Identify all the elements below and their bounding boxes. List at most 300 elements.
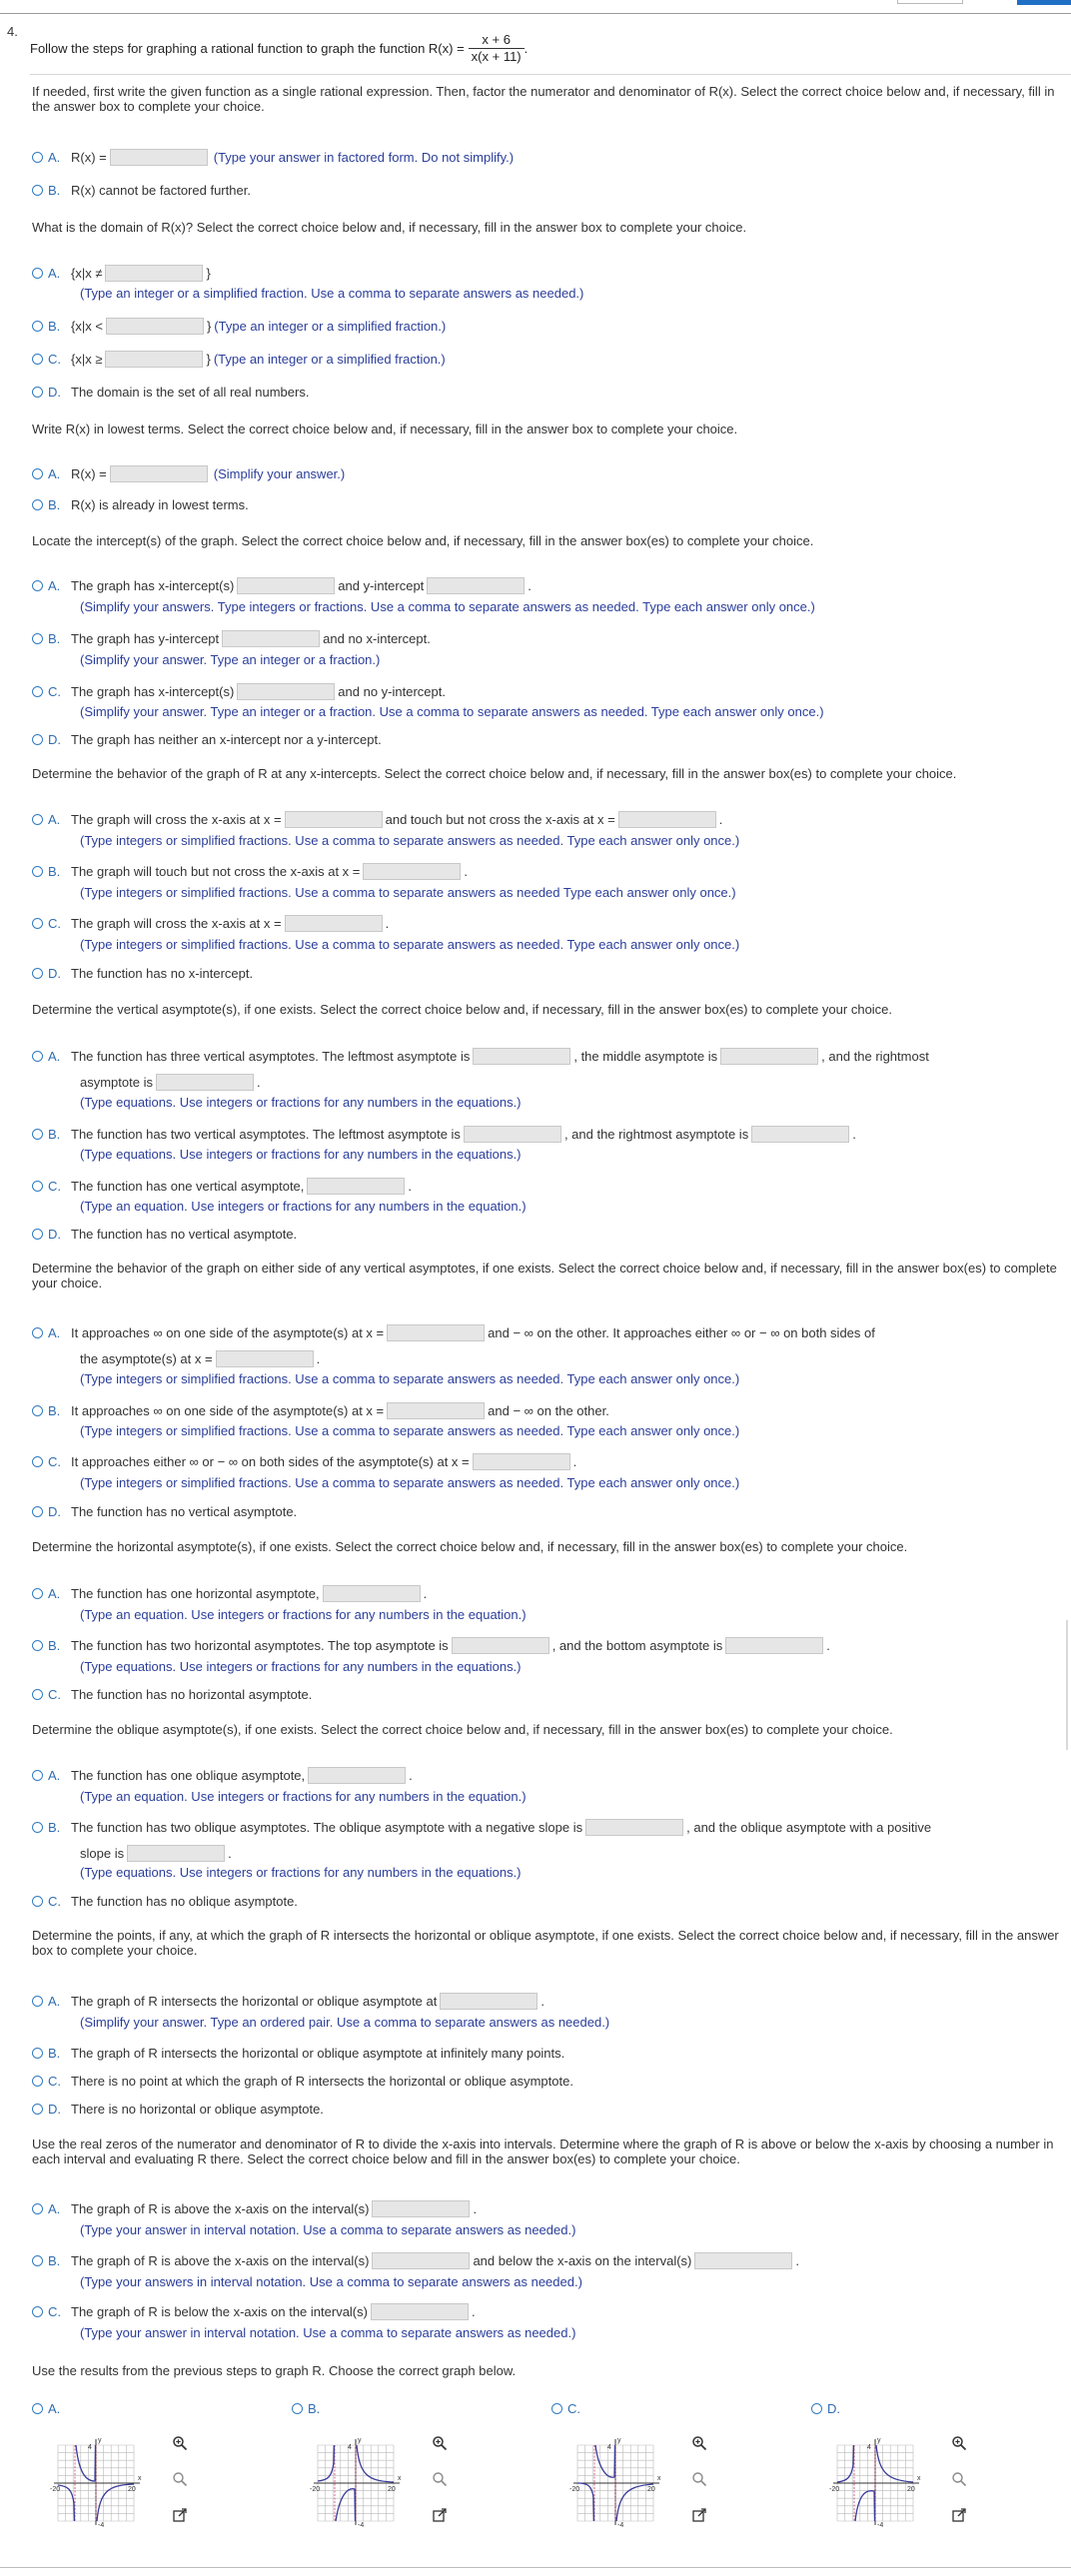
function-curve — [357, 2445, 394, 2482]
step-2-option-c[interactable] — [32, 349, 446, 369]
step-9-instructions: Determine the oblique asymptote(s), if one exists. Select the correct choice below and, if necessary, fill in the answer box(es) to complete your choice. — [32, 1722, 893, 1737]
external-link-icon[interactable] — [432, 2507, 448, 2523]
graph-c-plot — [567, 2433, 667, 2533]
option-letter: C. — [567, 2401, 580, 2416]
option-text: R(x) is already in lowest terms. — [71, 496, 249, 512]
graph-b[interactable] — [308, 2433, 408, 2533]
answer-input[interactable] — [473, 1453, 570, 1470]
option-hint: (Type an equation. Use integers or fractions for any numbers in the equation.) — [80, 1789, 527, 1804]
option-text: and no x-intercept. — [323, 630, 431, 646]
radio-button[interactable] — [32, 2104, 43, 2115]
function-curve — [876, 2445, 913, 2482]
step-10-option-b[interactable] — [32, 2043, 564, 2063]
answer-input[interactable] — [156, 1074, 254, 1091]
option-text: and no y-intercept. — [338, 683, 446, 699]
radio-button[interactable] — [551, 2403, 562, 2414]
answer-input[interactable] — [237, 683, 335, 700]
step-6-option-a[interactable] — [32, 1046, 929, 1066]
zoom-in-icon[interactable] — [432, 2435, 448, 2451]
step-1-option-b[interactable] — [32, 180, 251, 200]
option-hint: (Type integers or simplified fractions. Use a comma to separate answers as needed. Type each answer only once.) — [80, 833, 740, 848]
answer-input[interactable] — [106, 318, 204, 335]
tick-label: 4 — [607, 2444, 611, 2451]
graph-a[interactable] — [48, 2433, 148, 2533]
answer-input[interactable] — [387, 1324, 485, 1341]
option-letter: A. — [48, 577, 61, 593]
option-letter: A. — [48, 149, 61, 165]
option-text: It approaches either ∞ or − ∞ on both sides of the asymptote(s) at x = — [71, 1453, 470, 1469]
option-letter: A. — [48, 2200, 61, 2216]
step-7-option-d[interactable] — [32, 1501, 297, 1521]
radio-button[interactable] — [32, 2255, 43, 2266]
tick-label: -4 — [877, 2522, 884, 2529]
step-5-instructions: Determine the behavior of the graph of R at any x-intercepts. Select the correct choice below and, if necessary, fill in the answer box(es) to complete your choice. — [32, 766, 957, 781]
option-text: It approaches ∞ on one side of the asymptote(s) at x = — [71, 1324, 385, 1340]
radio-button[interactable] — [32, 2306, 43, 2317]
option-text: } — [206, 265, 211, 281]
option-letter: A. — [48, 2401, 61, 2416]
option-letter: B. — [48, 1402, 61, 1418]
step-8-option-b[interactable] — [32, 1635, 830, 1655]
radio-button[interactable] — [32, 268, 43, 279]
option-text: The graph has x-intercept(s) — [71, 577, 235, 593]
option-text: } — [206, 351, 211, 367]
option-continuation — [80, 1072, 261, 1092]
option-hint: (Type integers or simplified fractions. Use a comma to separate answers as needed. Type each answer only once.) — [80, 1371, 740, 1386]
graph-d[interactable] — [827, 2433, 927, 2533]
option-hint: (Type your answer in interval notation. Use a comma to separate answers as needed.) — [80, 2222, 576, 2237]
option-hint: (Type integers or simplified fractions. Use a comma to separate answers as needed. Type each answer only once.) — [80, 937, 740, 952]
option-text: The graph of R is above the x-axis on the interval(s) — [71, 2252, 370, 2268]
radio-button[interactable] — [32, 1689, 43, 1700]
step-9-option-a[interactable] — [32, 1765, 413, 1785]
radio-button[interactable] — [32, 354, 43, 365]
option-text: The function has no oblique asymptote. — [71, 1893, 298, 1909]
option-text: . — [572, 1453, 577, 1469]
option-text: , and the rightmost — [821, 1048, 929, 1064]
answer-input[interactable] — [720, 1048, 818, 1065]
step-5-option-d[interactable] — [32, 963, 253, 983]
radio-button[interactable] — [32, 633, 43, 644]
radio-button[interactable] — [32, 321, 43, 332]
option-letter: B. — [48, 2045, 61, 2061]
radio-button[interactable] — [32, 468, 43, 479]
option-text: R(x) = — [71, 149, 107, 165]
period: . — [524, 40, 529, 56]
option-text: . — [826, 1637, 830, 1653]
option-letter: C. — [48, 2303, 61, 2319]
option-hint: (Type equations. Use integers or fractions for any numbers in the equations.) — [80, 1865, 522, 1880]
bottom-divider — [0, 2567, 1071, 2568]
step-11-instructions: Use the real zeros of the numerator and denominator of R to divide the x-axis into intervals. Determine where the graph of R is above or below the x-axis by choosing a number in each interval and evaluating R there. Select the correct choice below and fill in the answer box(es) to complete your choice. — [32, 2137, 1054, 2166]
option-text: The graph has x-intercept(s) — [71, 683, 235, 699]
option-hint: (Simplify your answer. Type an ordered pair. Use a comma to separate answers as needed.) — [80, 2015, 610, 2030]
graph-d-plot — [827, 2433, 927, 2533]
option-letter: D. — [48, 1503, 61, 1519]
option-text: . — [423, 1585, 428, 1601]
option-hint: (Type equations. Use integers or fractions for any numbers in the equations.) — [80, 1659, 522, 1674]
answer-input[interactable] — [387, 1402, 485, 1419]
option-text: There is no horizontal or oblique asymptote. — [71, 2101, 324, 2117]
radio-button[interactable] — [32, 918, 43, 929]
tick-label: -4 — [617, 2522, 624, 2529]
step-4-option-c[interactable] — [32, 681, 446, 701]
step-1-instructions: If needed, first write the given function as a single rational expression. Then, factor the numerator and denominator of R(x). Select the correct choice below and, if necessary, fill in the answer box to complete your choice. — [32, 84, 1055, 114]
option-hint: (Type an integer or a simplified fraction.) — [214, 318, 447, 334]
option-text: {x|x ≠ — [71, 265, 103, 281]
option-letter: B. — [48, 1637, 61, 1653]
answer-input[interactable] — [473, 1048, 570, 1065]
radio-button[interactable] — [32, 387, 43, 398]
option-letter: C. — [48, 1893, 61, 1909]
option-text: The graph has y-intercept — [71, 630, 220, 646]
option-letter: A. — [48, 465, 61, 481]
radio-button[interactable] — [32, 2048, 43, 2059]
radio-button[interactable] — [32, 1640, 43, 1651]
radio-button[interactable] — [32, 1051, 43, 1062]
radio-button[interactable] — [32, 152, 43, 163]
question-number: 4. — [7, 24, 18, 39]
answer-input[interactable] — [363, 863, 461, 880]
axis-label-y: y — [98, 2437, 102, 2444]
radio-button[interactable] — [32, 2076, 43, 2087]
option-text: . — [718, 811, 723, 827]
option-text: It approaches ∞ on one side of the asymptote(s) at x = — [71, 1402, 385, 1418]
step-7-option-a[interactable] — [32, 1322, 875, 1342]
answer-input[interactable] — [285, 811, 383, 828]
option-text: The graph of R intersects the horizontal or oblique asymptote at — [71, 1993, 438, 2009]
answer-input[interactable] — [464, 1126, 561, 1143]
radio-button[interactable] — [32, 1229, 43, 1240]
option-text: . — [540, 1993, 544, 2009]
fraction-numerator: x + 6 — [482, 31, 511, 47]
step-4-option-d[interactable] — [32, 729, 382, 749]
radio-button[interactable] — [32, 1506, 43, 1517]
external-link-icon[interactable] — [691, 2507, 707, 2523]
tick-label: 20 — [647, 2486, 655, 2493]
radio-button[interactable] — [32, 1181, 43, 1192]
option-text: . — [471, 2303, 476, 2319]
zoom-in-icon[interactable] — [691, 2435, 707, 2451]
option-text: The function has three vertical asymptotes. The leftmost asymptote is — [71, 1048, 471, 1064]
radio-button[interactable] — [32, 1770, 43, 1781]
radio-button[interactable] — [32, 1996, 43, 2007]
option-text: } — [206, 318, 212, 334]
option-letter: A. — [48, 1767, 61, 1783]
external-link-icon[interactable] — [951, 2507, 967, 2523]
answer-input[interactable] — [372, 2252, 470, 2269]
option-letter: A. — [48, 1048, 61, 1064]
option-text: , and the rightmost asymptote is — [563, 1126, 749, 1142]
radio-button[interactable] — [32, 1129, 43, 1140]
function-curve — [336, 2489, 356, 2521]
option-letter: B. — [48, 496, 61, 512]
step-3-option-b[interactable] — [32, 494, 249, 514]
radio-button[interactable] — [32, 866, 43, 877]
zoom-out-icon[interactable] — [951, 2471, 967, 2487]
question-prompt: Follow the steps for graphing a rational function to graph the function R(x) = — [30, 40, 465, 56]
option-text: . — [473, 2200, 478, 2216]
header-divider — [30, 74, 1071, 75]
option-letter: B. — [308, 2401, 321, 2416]
axis-label-y: y — [617, 2437, 621, 2444]
step-7-option-b[interactable] — [32, 1400, 609, 1420]
option-letter: C. — [48, 915, 61, 931]
option-letter: D. — [827, 2401, 840, 2416]
radio-button[interactable] — [32, 734, 43, 745]
step-6-instructions: Determine the vertical asymptote(s), if one exists. Select the correct choice below and, if necessary, fill in the answer box(es) to complete your choice. — [32, 1002, 893, 1017]
step-10-option-d[interactable] — [32, 2099, 324, 2119]
option-text: The domain is the set of all real numbers. — [71, 384, 310, 400]
function-curve — [595, 2445, 615, 2477]
option-letter: C. — [48, 683, 61, 699]
graph-option-c[interactable] — [551, 2401, 590, 2416]
axis-label-y: y — [877, 2437, 881, 2444]
option-letter: C. — [48, 1686, 61, 1702]
step-9-option-c[interactable] — [32, 1891, 298, 1911]
question-header — [30, 22, 528, 74]
answer-input[interactable] — [105, 265, 203, 282]
option-hint: (Simplify your answer. Type an integer or a fraction. Use a comma to separate answers as needed. Type each answer only once.) — [80, 704, 824, 719]
external-link-icon[interactable] — [172, 2507, 188, 2523]
step-2-instructions: What is the domain of R(x)? Select the correct choice below and, if necessary, fill in the answer box to complete your choice. — [32, 220, 747, 235]
step-2-option-a[interactable] — [32, 263, 211, 283]
option-continuation — [80, 1348, 320, 1368]
zoom-in-icon[interactable] — [172, 2435, 188, 2451]
step-3-option-a[interactable] — [32, 463, 345, 483]
option-text: , and the oblique asymptote with a positive — [686, 1819, 932, 1835]
tick-label: 4 — [867, 2444, 871, 2451]
answer-input[interactable] — [618, 811, 716, 828]
option-letter: B. — [48, 1126, 61, 1142]
option-text: the asymptote(s) at x = — [80, 1350, 213, 1366]
zoom-out-icon[interactable] — [691, 2471, 707, 2487]
step-8-option-c[interactable] — [32, 1684, 312, 1704]
radio-button[interactable] — [32, 1896, 43, 1907]
option-text: The function has one vertical asymptote, — [71, 1178, 305, 1194]
option-letter: B. — [48, 2252, 61, 2268]
toolbar-button-outline[interactable] — [897, 0, 963, 4]
option-text: The function has two oblique asymptotes. The oblique asymptote with a negative slope is — [71, 1819, 583, 1835]
step-11-option-a[interactable] — [32, 2198, 477, 2218]
radio-button[interactable] — [811, 2403, 822, 2414]
tick-label: 20 — [128, 2486, 136, 2493]
option-hint: (Type integers or simplified fractions. Use a comma to separate answers as needed Type each answer only once.) — [80, 885, 736, 900]
option-text: . — [409, 1767, 413, 1783]
step-6-option-b[interactable] — [32, 1124, 856, 1144]
option-text: The function has no vertical asymptote. — [71, 1226, 298, 1242]
option-letter: D. — [48, 731, 61, 747]
option-hint: (Type your answer in interval notation. Use a comma to separate answers as needed.) — [80, 2325, 576, 2340]
step-8-option-a[interactable] — [32, 1583, 427, 1603]
step-1-option-a[interactable] — [32, 147, 514, 167]
radio-button[interactable] — [32, 2403, 43, 2414]
option-text: . — [408, 1178, 413, 1194]
option-text: The function has one oblique asymptote, — [71, 1767, 306, 1783]
step-12-instructions: Use the results from the previous steps to graph R. Choose the correct graph below. — [32, 2363, 517, 2378]
radio-button[interactable] — [32, 1588, 43, 1599]
option-hint: (Type your answers in interval notation. Use a comma to separate answers as needed.) — [80, 2274, 582, 2289]
radio-button[interactable] — [32, 1456, 43, 1467]
option-text: and − ∞ on the other. — [488, 1402, 609, 1418]
step-11-option-c[interactable] — [32, 2301, 476, 2321]
step-2-option-b[interactable] — [32, 316, 446, 336]
radio-button[interactable] — [292, 2403, 303, 2414]
radio-button[interactable] — [32, 814, 43, 825]
option-hint: (Type an integer or a simplified fraction.) — [213, 351, 446, 367]
option-letter: B. — [48, 863, 61, 879]
zoom-in-icon[interactable] — [951, 2435, 967, 2451]
step-10-option-a[interactable] — [32, 1991, 544, 2011]
answer-input[interactable] — [372, 2200, 470, 2217]
option-text: The function has no vertical asymptote. — [71, 1503, 298, 1519]
radio-button[interactable] — [32, 968, 43, 979]
tick-label: -20 — [310, 2486, 321, 2493]
step-8-instructions: Determine the horizontal asymptote(s), if one exists. Select the correct choice below and, if necessary, fill in the answer box(es) to complete your choice. — [32, 1539, 908, 1554]
answer-input[interactable] — [440, 1993, 537, 2010]
tick-label: -4 — [98, 2522, 105, 2529]
graph-option-b[interactable] — [292, 2401, 331, 2416]
option-letter: A. — [48, 265, 61, 281]
answer-input[interactable] — [751, 1126, 849, 1143]
answer-input[interactable] — [694, 2252, 792, 2269]
answer-input[interactable] — [110, 149, 208, 166]
step-11-option-b[interactable] — [32, 2250, 799, 2270]
option-text: The graph of R is below the x-axis on the interval(s) — [71, 2303, 368, 2319]
radio-button[interactable] — [32, 686, 43, 697]
answer-input[interactable] — [105, 351, 203, 368]
option-text: , and the bottom asymptote is — [551, 1637, 723, 1653]
option-text: and − ∞ on the other. It approaches either ∞ or − ∞ on both sides of — [488, 1324, 875, 1340]
option-text: The graph will cross the x-axis at x = — [71, 811, 282, 827]
toolbar-button-primary[interactable] — [1017, 0, 1071, 5]
radio-button[interactable] — [32, 1822, 43, 1833]
tick-label: 20 — [907, 2486, 915, 2493]
answer-input[interactable] — [222, 630, 320, 647]
tick-label: -20 — [50, 2486, 61, 2493]
answer-input[interactable] — [307, 1178, 405, 1195]
radio-button[interactable] — [32, 2203, 43, 2214]
step-4-option-b[interactable] — [32, 628, 431, 648]
option-text: and touch but not cross the x-axis at x = — [385, 811, 615, 827]
tick-label: 20 — [388, 2486, 396, 2493]
answer-input[interactable] — [725, 1637, 823, 1654]
step-6-option-d[interactable] — [32, 1224, 297, 1244]
option-letter: D. — [48, 1226, 61, 1242]
zoom-out-icon[interactable] — [172, 2471, 188, 2487]
option-letter: D. — [48, 384, 61, 400]
answer-input[interactable] — [452, 1637, 549, 1654]
option-text: The function has one horizontal asymptote, — [71, 1585, 320, 1601]
option-text: and y-intercept — [338, 577, 425, 593]
step-6-option-c[interactable] — [32, 1176, 412, 1196]
option-text: . — [464, 863, 469, 879]
option-hint: (Type an equation. Use integers or fractions for any numbers in the equation.) — [80, 1199, 527, 1214]
answer-input[interactable] — [323, 1585, 421, 1602]
radio-button[interactable] — [32, 1327, 43, 1338]
option-letter: B. — [48, 318, 61, 334]
scrollbar-thumb[interactable] — [1066, 1620, 1068, 1750]
step-2-option-d[interactable] — [32, 382, 309, 402]
option-text: R(x) cannot be factored further. — [71, 182, 251, 198]
step-5-option-a[interactable] — [32, 809, 722, 829]
option-letter: A. — [48, 1993, 61, 2009]
step-4-option-a[interactable] — [32, 575, 532, 595]
answer-input[interactable] — [308, 1767, 406, 1784]
option-letter: A. — [48, 1324, 61, 1340]
graph-option-d[interactable] — [811, 2401, 850, 2416]
option-letter: C. — [48, 2073, 61, 2089]
radio-button[interactable] — [32, 185, 43, 196]
answer-input[interactable] — [237, 577, 335, 594]
option-text: {x|x < — [71, 318, 103, 334]
top-divider — [0, 13, 1071, 14]
step-4-instructions: Locate the intercept(s) of the graph. Select the correct choice below and, if necessary, fill in the answer box(es) to complete your choice. — [32, 533, 814, 548]
option-letter: C. — [48, 1453, 61, 1469]
step-10-option-c[interactable] — [32, 2071, 573, 2091]
option-letter: C. — [48, 1178, 61, 1194]
graph-a-plot — [48, 2433, 148, 2533]
graph-b-plot — [308, 2433, 408, 2533]
option-text: The graph will touch but not cross the x-axis at x = — [71, 863, 361, 879]
option-text: The function has two vertical asymptotes. The leftmost asymptote is — [71, 1126, 461, 1142]
axis-label-x: x — [138, 2475, 142, 2482]
option-hint: (Simplify your answers. Type integers or fractions. Use a comma to separate answers as needed. Type each answer only once.) — [80, 599, 815, 614]
step-3-instructions: Write R(x) in lowest terms. Select the correct choice below and, if necessary, fill in the answer box to complete your choice. — [32, 422, 738, 436]
option-letter: A. — [48, 1585, 61, 1601]
step-9-option-b[interactable] — [32, 1817, 931, 1837]
radio-button[interactable] — [32, 1405, 43, 1416]
option-text: . — [852, 1126, 856, 1142]
option-text: , the middle asymptote is — [573, 1048, 718, 1064]
function-fraction — [469, 32, 525, 65]
option-continuation — [80, 1843, 232, 1863]
step-7-option-c[interactable] — [32, 1451, 576, 1471]
option-text: . — [528, 577, 532, 593]
option-text: The function has no horizontal asymptote. — [71, 1686, 313, 1702]
option-text: There is no point at which the graph of R intersects the horizontal or oblique asymptote. — [71, 2073, 573, 2089]
option-letter: D. — [48, 965, 61, 981]
tick-label: -4 — [358, 2522, 365, 2529]
step-10-instructions: Determine the points, if any, at which the graph of R intersects the horizontal or oblique asymptote, if one exists. Select the correct choice below and, if necessary, fill in the answer box to complete your choice. — [32, 1928, 1059, 1958]
option-text: The graph of R is above the x-axis on the interval(s) — [71, 2200, 370, 2216]
radio-button[interactable] — [32, 580, 43, 591]
option-text: The graph will cross the x-axis at x = — [71, 915, 282, 931]
axis-label-y: y — [358, 2437, 362, 2444]
function-curve — [577, 2483, 594, 2521]
answer-input[interactable] — [285, 915, 383, 932]
answer-input[interactable] — [127, 1845, 225, 1862]
answer-input[interactable] — [110, 465, 208, 482]
step-5-option-c[interactable] — [32, 913, 389, 933]
step-5-option-b[interactable] — [32, 861, 468, 881]
tick-label: 4 — [348, 2444, 352, 2451]
graph-option-a[interactable] — [32, 2401, 71, 2416]
axis-label-x: x — [917, 2475, 921, 2482]
graph-c[interactable] — [567, 2433, 667, 2533]
tick-label: 4 — [88, 2444, 92, 2451]
answer-input[interactable] — [371, 2303, 469, 2320]
option-text: The graph has neither an x-intercept nor a y-intercept. — [71, 731, 382, 747]
option-text: {x|x ≥ — [71, 351, 103, 367]
option-text: The function has two horizontal asymptotes. The top asymptote is — [71, 1637, 449, 1653]
answer-input[interactable] — [216, 1350, 314, 1367]
answer-input[interactable] — [427, 577, 525, 594]
answer-input[interactable] — [585, 1819, 683, 1836]
radio-button[interactable] — [32, 499, 43, 510]
zoom-out-icon[interactable] — [432, 2471, 448, 2487]
option-letter: B. — [48, 182, 61, 198]
